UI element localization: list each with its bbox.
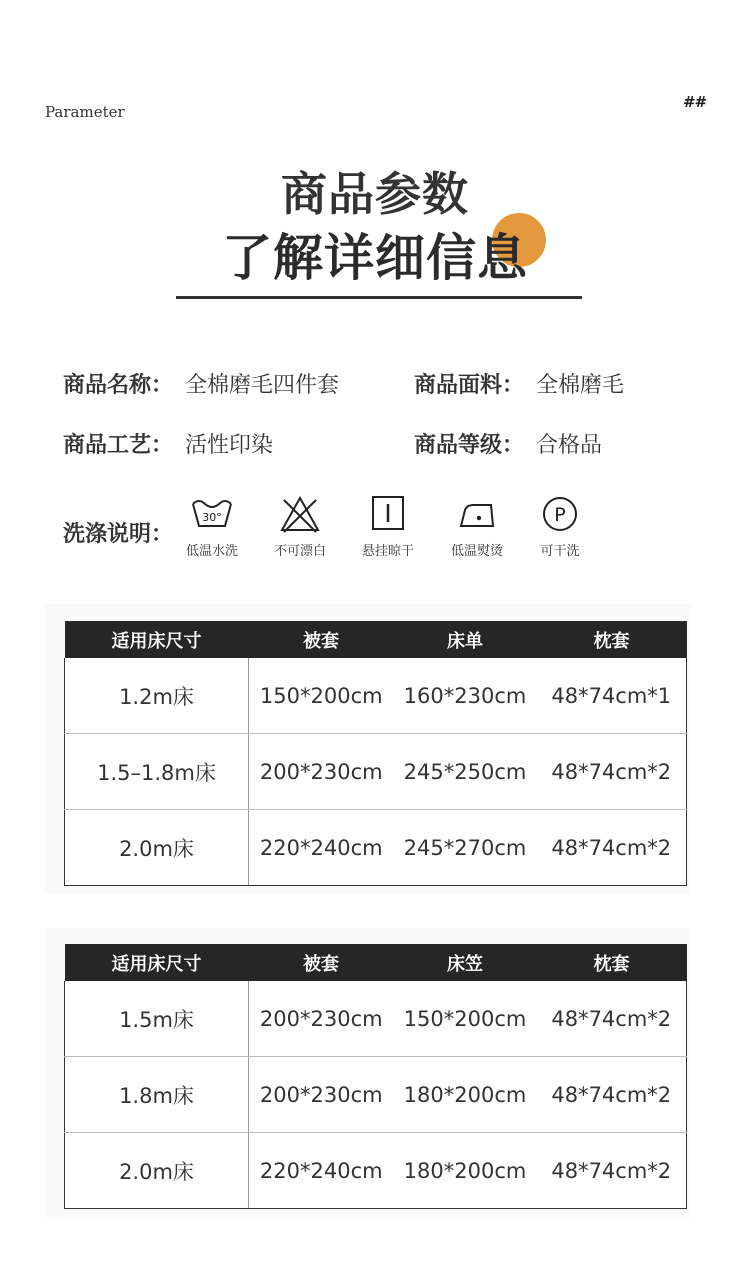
table-header-row bbox=[65, 944, 687, 981]
pillowcase-cell: 48*74cm*1 bbox=[537, 658, 687, 734]
table-header-row bbox=[65, 621, 687, 658]
duvet-cover-cell: 200*230cm bbox=[249, 734, 394, 810]
hash-mark: ## bbox=[683, 93, 707, 111]
duvet-cover-cell: 220*240cm bbox=[249, 810, 394, 886]
fitted-sheet-cell: 150*200cm bbox=[394, 981, 537, 1057]
table-row bbox=[65, 658, 687, 734]
spec-fabric-key: 商品面料： bbox=[414, 373, 525, 398]
spec-row-2 bbox=[0, 428, 750, 458]
bed-sheet-cell: 160*230cm bbox=[394, 658, 537, 734]
parameter-label: Parameter bbox=[45, 103, 125, 121]
pillowcase-cell: 48*74cm*2 bbox=[537, 1133, 687, 1209]
dry-clean-p-icon bbox=[538, 494, 582, 534]
spec-grade-key: 商品等级： bbox=[414, 433, 525, 458]
wash-text: 低温水洗 bbox=[185, 544, 238, 559]
table-row bbox=[65, 734, 687, 810]
no-bleach-icon bbox=[278, 494, 322, 534]
wash-text: 不可漂白 bbox=[273, 544, 326, 559]
table-row bbox=[65, 981, 687, 1057]
spec-fabric-value: 全棉磨毛 bbox=[536, 373, 625, 398]
dry-clean-letter: P bbox=[554, 504, 566, 526]
header-pillowcase: 枕套 bbox=[537, 621, 687, 658]
size-table-2 bbox=[64, 944, 687, 1209]
low-iron-icon bbox=[455, 494, 499, 534]
bed-size-cell: 1.8m床 bbox=[65, 1057, 249, 1133]
bed-sheet-cell: 245*250cm bbox=[394, 734, 537, 810]
header-bed-size: 适用床尺寸 bbox=[65, 944, 249, 981]
header-bed-sheet: 床单 bbox=[394, 621, 537, 658]
spec-grade-value: 合格品 bbox=[536, 433, 603, 458]
wash-text: 可干洗 bbox=[540, 544, 580, 559]
spec-name-key: 商品名称： bbox=[63, 373, 174, 398]
page-subtitle: 了解详细信息 bbox=[222, 229, 528, 287]
wash-item-hang-dry bbox=[348, 494, 428, 559]
size-table-1 bbox=[64, 621, 687, 886]
duvet-cover-cell: 200*230cm bbox=[249, 1057, 394, 1133]
fitted-sheet-cell: 180*200cm bbox=[394, 1057, 537, 1133]
bed-sheet-cell: 245*270cm bbox=[394, 810, 537, 886]
wash-item-low-temp-wash bbox=[172, 494, 252, 559]
table-row bbox=[65, 810, 687, 886]
pillowcase-cell: 48*74cm*2 bbox=[537, 981, 687, 1057]
wash-item-low-iron bbox=[437, 494, 517, 559]
header-duvet-cover: 被套 bbox=[249, 621, 394, 658]
bed-size-cell: 2.0m床 bbox=[65, 1133, 249, 1209]
bed-size-cell: 2.0m床 bbox=[65, 810, 249, 886]
wash-text: 低温熨烫 bbox=[450, 544, 503, 559]
bed-size-cell: 1.2m床 bbox=[65, 658, 249, 734]
wash-label: 洗涤说明： bbox=[63, 522, 174, 547]
pillowcase-cell: 48*74cm*2 bbox=[537, 810, 687, 886]
title-divider bbox=[176, 296, 582, 299]
spec-row-1 bbox=[0, 368, 750, 398]
hang-dry-icon bbox=[366, 494, 410, 534]
wash-30-icon bbox=[190, 494, 234, 534]
spec-craft-key: 商品工艺： bbox=[63, 433, 174, 458]
duvet-cover-cell: 150*200cm bbox=[249, 658, 394, 734]
duvet-cover-cell: 220*240cm bbox=[249, 1133, 394, 1209]
table-row bbox=[65, 1133, 687, 1209]
duvet-cover-cell: 200*230cm bbox=[249, 981, 394, 1057]
header-bed-size: 适用床尺寸 bbox=[65, 621, 249, 658]
wash-item-no-bleach bbox=[260, 494, 340, 559]
bed-size-cell: 1.5–1.8m床 bbox=[65, 734, 249, 810]
header-fitted-sheet: 床笠 bbox=[394, 944, 537, 981]
page-title: 商品参数 bbox=[281, 167, 469, 221]
pillowcase-cell: 48*74cm*2 bbox=[537, 734, 687, 810]
wash-text: 悬挂晾干 bbox=[361, 544, 414, 559]
bed-size-cell: 1.5m床 bbox=[65, 981, 249, 1057]
pillowcase-cell: 48*74cm*2 bbox=[537, 1057, 687, 1133]
spec-craft-value: 活性印染 bbox=[185, 433, 274, 458]
header-pillowcase: 枕套 bbox=[537, 944, 687, 981]
header-duvet-cover: 被套 bbox=[249, 944, 394, 981]
wash-item-dry-clean bbox=[520, 494, 600, 559]
fitted-sheet-cell: 180*200cm bbox=[394, 1133, 537, 1209]
table-row bbox=[65, 1057, 687, 1133]
spec-name-value: 全棉磨毛四件套 bbox=[185, 373, 340, 398]
wash-temp-text: 30° bbox=[202, 511, 222, 524]
